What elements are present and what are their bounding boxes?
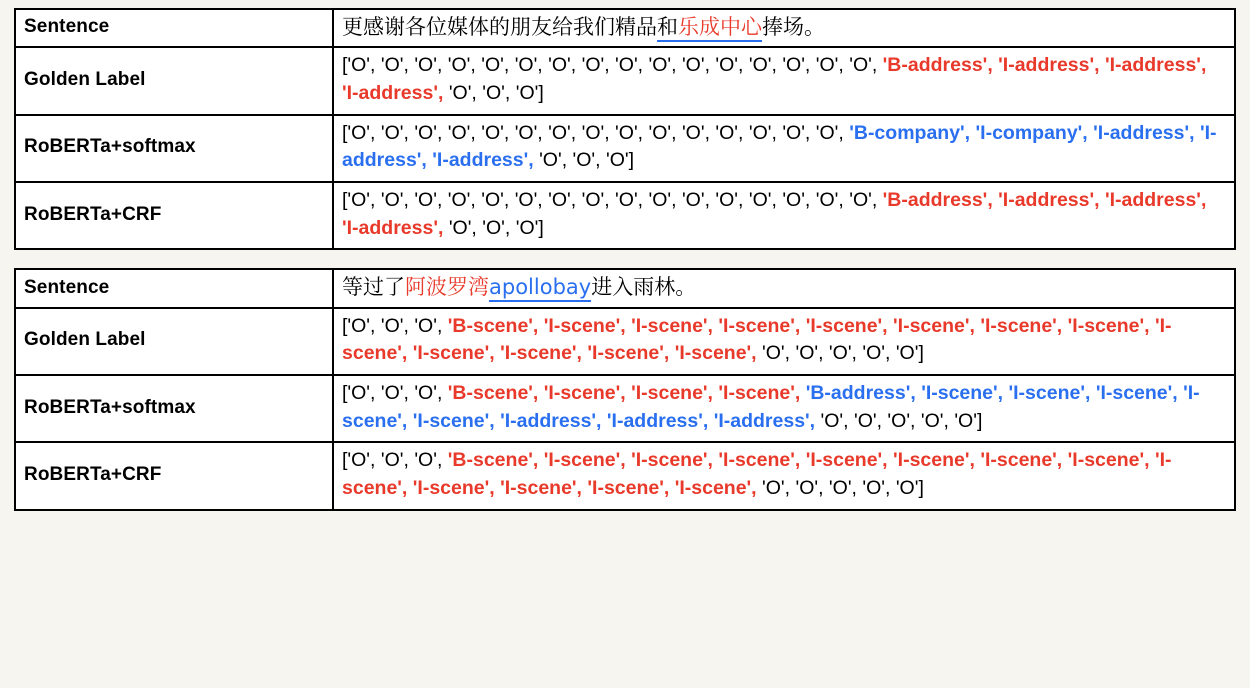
label-token: 'I-scene', bbox=[500, 342, 588, 365]
label-token: 'O'] bbox=[605, 149, 635, 172]
sentence-line bbox=[342, 14, 1226, 40]
label-token: 'I-scene', bbox=[893, 314, 981, 337]
label-token: 'O', bbox=[920, 409, 955, 432]
label-token: ['O', bbox=[342, 382, 381, 404]
label-token: 'O'] bbox=[515, 216, 544, 239]
label-token: 'O', bbox=[853, 409, 888, 432]
label-token: 'I-address', bbox=[998, 189, 1105, 211]
label-token: 'O', bbox=[795, 342, 829, 365]
label-token: 'O', bbox=[762, 342, 796, 365]
label-token: 'O', bbox=[414, 121, 448, 144]
label-token: 'I-scene', bbox=[342, 382, 1200, 432]
label-sequence-line bbox=[342, 380, 1226, 435]
label-token: 'O', bbox=[615, 189, 649, 211]
label-sequence bbox=[333, 308, 1235, 375]
sentence-segment: 阿波罗湾 bbox=[405, 275, 489, 300]
label-sequence-line bbox=[342, 447, 1226, 502]
label-token: 'I-scene', bbox=[1008, 382, 1096, 404]
label-token: 'O', bbox=[849, 189, 883, 211]
label-token: 'O', bbox=[862, 342, 896, 365]
label-token: 'I-address', bbox=[1093, 121, 1200, 144]
label-token: 'O', bbox=[481, 54, 515, 77]
label-token: 'B-address', bbox=[882, 54, 999, 77]
table-row bbox=[15, 115, 1235, 182]
sentence-segment: 乐成中心 bbox=[678, 15, 762, 42]
label-token: 'I-scene', bbox=[500, 477, 588, 500]
label-token: 'I-scene', bbox=[543, 314, 632, 337]
label-token: 'I-scene', bbox=[893, 449, 981, 472]
label-token: 'B-address', bbox=[805, 382, 922, 404]
label-token: 'O', bbox=[548, 54, 582, 77]
label-token: 'O', bbox=[514, 54, 549, 77]
label-token: 'O', bbox=[715, 54, 749, 77]
row-label: RoBERTa+CRF bbox=[15, 182, 333, 249]
label-token: 'O', bbox=[715, 189, 749, 211]
label-token: 'I-scene', bbox=[631, 449, 719, 472]
label-token: 'I-scene', bbox=[543, 449, 632, 472]
label-token: 'B-scene', bbox=[447, 382, 544, 404]
ner-example-table bbox=[14, 268, 1236, 510]
label-token: 'O', bbox=[887, 409, 921, 432]
label-token: 'O', bbox=[448, 81, 483, 104]
label-token: 'O', bbox=[715, 121, 749, 144]
label-token: 'O', bbox=[762, 477, 796, 500]
label-token: 'O', bbox=[380, 54, 415, 77]
sentence-segment: 捧场。 bbox=[762, 15, 825, 39]
label-token: 'I-address', bbox=[342, 121, 1217, 172]
label-token: 'I-scene', bbox=[805, 314, 894, 337]
label-token: 'B-address', bbox=[882, 189, 999, 211]
label-token: ['O', bbox=[342, 121, 381, 144]
label-token: 'I-scene', bbox=[718, 314, 806, 337]
label-token: 'I-scene', bbox=[543, 382, 632, 404]
label-token: 'I-scene', bbox=[412, 477, 501, 500]
table-row bbox=[15, 375, 1235, 442]
label-token: 'O', bbox=[414, 189, 448, 211]
label-token: 'O', bbox=[380, 382, 415, 404]
label-token: 'I-scene', bbox=[631, 314, 719, 337]
label-token: 'B-company', bbox=[849, 121, 976, 144]
label-token: 'I-scene', bbox=[718, 449, 806, 472]
label-token: 'O', bbox=[615, 121, 649, 144]
label-token: 'I-scene', bbox=[587, 342, 675, 365]
sentence-text bbox=[333, 269, 1235, 307]
label-token: 'O', bbox=[539, 149, 573, 172]
row-label: Golden Label bbox=[15, 47, 333, 114]
label-token: 'I-scene', bbox=[412, 409, 501, 432]
label-token: 'O', bbox=[815, 54, 850, 77]
label-token: 'O', bbox=[648, 189, 682, 211]
label-token: 'I-scene', bbox=[674, 342, 763, 365]
label-token: 'O', bbox=[681, 54, 716, 77]
label-token: 'O', bbox=[748, 121, 783, 144]
label-token: 'O', bbox=[815, 121, 850, 144]
label-token: 'I-scene', bbox=[587, 477, 675, 500]
label-token: 'O', bbox=[572, 149, 606, 172]
label-token: 'B-scene', bbox=[447, 314, 544, 337]
label-token: 'I-address', bbox=[1104, 189, 1207, 211]
label-sequence-line bbox=[342, 120, 1226, 175]
label-token: 'O', bbox=[795, 477, 829, 500]
label-token: 'O', bbox=[447, 54, 482, 77]
sentence-segment: apollobay bbox=[489, 275, 591, 302]
sentence-segment: 更感谢各位媒体的朋友给我们精品 bbox=[342, 15, 657, 39]
label-token: 'O', bbox=[828, 477, 863, 500]
label-token: 'I-company', bbox=[975, 121, 1094, 144]
ner-examples-container bbox=[14, 8, 1236, 511]
label-token: 'O', bbox=[815, 189, 850, 211]
label-token: 'O', bbox=[681, 189, 716, 211]
label-sequence-line bbox=[342, 313, 1226, 368]
label-token: 'O'] bbox=[895, 477, 924, 500]
label-token: 'I-scene', bbox=[342, 449, 1172, 500]
label-sequence-line bbox=[342, 187, 1226, 242]
table-row bbox=[15, 9, 1235, 47]
label-token: 'O', bbox=[782, 121, 816, 144]
row-label: RoBERTa+softmax bbox=[15, 375, 333, 442]
label-token: 'I-scene', bbox=[1067, 314, 1155, 337]
label-sequence-line bbox=[342, 52, 1226, 107]
row-label: Sentence bbox=[15, 269, 333, 307]
label-sequence bbox=[333, 375, 1235, 442]
row-label: Golden Label bbox=[15, 308, 333, 375]
label-token: 'O', bbox=[820, 409, 854, 432]
label-token: 'I-scene', bbox=[674, 477, 763, 500]
label-token: 'O', bbox=[481, 189, 515, 211]
label-token: ['O', bbox=[342, 189, 381, 211]
label-sequence bbox=[333, 115, 1235, 182]
row-label: RoBERTa+softmax bbox=[15, 115, 333, 182]
sentence-segment: 和 bbox=[657, 15, 678, 42]
label-token: 'O', bbox=[482, 216, 516, 239]
table-row bbox=[15, 442, 1235, 509]
sentence-text bbox=[333, 9, 1235, 47]
label-token: 'O', bbox=[448, 216, 483, 239]
label-token: 'O', bbox=[615, 54, 649, 77]
label-token: 'I-address', bbox=[432, 149, 540, 172]
label-token: ['O', bbox=[342, 314, 381, 337]
label-token: 'O', bbox=[782, 189, 816, 211]
sentence-line bbox=[342, 274, 1226, 300]
label-token: 'O', bbox=[380, 449, 415, 472]
label-token: 'I-scene', bbox=[718, 382, 806, 404]
label-token: ['O', bbox=[342, 54, 381, 77]
label-token: 'O'] bbox=[515, 81, 544, 104]
label-token: 'I-scene', bbox=[980, 449, 1068, 472]
label-token: 'O'] bbox=[954, 409, 983, 432]
label-token: 'O', bbox=[548, 189, 582, 211]
label-token: 'I-scene', bbox=[631, 382, 719, 404]
label-token: 'I-scene', bbox=[980, 314, 1068, 337]
label-token: 'O', bbox=[581, 54, 616, 77]
label-token: 'O', bbox=[748, 189, 783, 211]
label-token: 'O', bbox=[447, 189, 482, 211]
label-token: 'O', bbox=[414, 382, 448, 404]
label-token: 'O', bbox=[414, 314, 448, 337]
label-token: 'I-address', bbox=[713, 409, 821, 432]
table-row bbox=[15, 182, 1235, 249]
table-row bbox=[15, 269, 1235, 307]
label-token: 'O', bbox=[648, 54, 682, 77]
label-token: 'O', bbox=[681, 121, 716, 144]
label-token: 'O', bbox=[828, 342, 863, 365]
label-token: 'I-scene', bbox=[1067, 449, 1155, 472]
label-token: 'I-address', bbox=[342, 216, 449, 239]
label-token: 'O', bbox=[849, 54, 883, 77]
label-token: 'O', bbox=[481, 121, 515, 144]
label-token: 'O', bbox=[548, 121, 582, 144]
label-token: 'O', bbox=[414, 449, 448, 472]
label-token: 'I-scene', bbox=[342, 314, 1172, 365]
table-row bbox=[15, 308, 1235, 375]
ner-example-table bbox=[14, 8, 1236, 250]
label-token: 'O', bbox=[514, 121, 549, 144]
label-sequence bbox=[333, 182, 1235, 249]
label-token: 'I-scene', bbox=[1095, 382, 1184, 404]
label-token: 'I-address', bbox=[500, 409, 607, 432]
label-token: 'O', bbox=[380, 121, 415, 144]
label-token: 'I-scene', bbox=[412, 342, 501, 365]
label-token: 'I-address', bbox=[998, 54, 1105, 77]
label-token: 'O', bbox=[482, 81, 516, 104]
label-token: 'I-address', bbox=[606, 409, 714, 432]
row-label: Sentence bbox=[15, 9, 333, 47]
label-token: 'I-address', bbox=[342, 81, 449, 104]
label-token: 'B-scene', bbox=[447, 449, 544, 472]
label-token: 'O', bbox=[782, 54, 816, 77]
table-row bbox=[15, 47, 1235, 114]
label-token: 'O', bbox=[648, 121, 682, 144]
label-token: 'I-scene', bbox=[805, 449, 894, 472]
label-token: 'O', bbox=[447, 121, 482, 144]
label-token: 'O', bbox=[581, 121, 616, 144]
label-token: 'I-scene', bbox=[921, 382, 1009, 404]
label-token: 'O', bbox=[414, 54, 448, 77]
row-label: RoBERTa+CRF bbox=[15, 442, 333, 509]
label-token: 'O', bbox=[380, 189, 415, 211]
label-token: 'O', bbox=[380, 314, 415, 337]
label-sequence bbox=[333, 47, 1235, 114]
sentence-segment: 等过了 bbox=[342, 275, 405, 300]
label-sequence bbox=[333, 442, 1235, 509]
label-token: 'O', bbox=[581, 189, 616, 211]
label-token: ['O', bbox=[342, 449, 381, 472]
sentence-segment: 进入雨林。 bbox=[591, 275, 697, 300]
label-token: 'O', bbox=[862, 477, 896, 500]
label-token: 'I-address', bbox=[1104, 54, 1207, 77]
label-token: 'O', bbox=[748, 54, 783, 77]
label-token: 'O'] bbox=[895, 342, 924, 365]
label-token: 'O', bbox=[514, 189, 549, 211]
